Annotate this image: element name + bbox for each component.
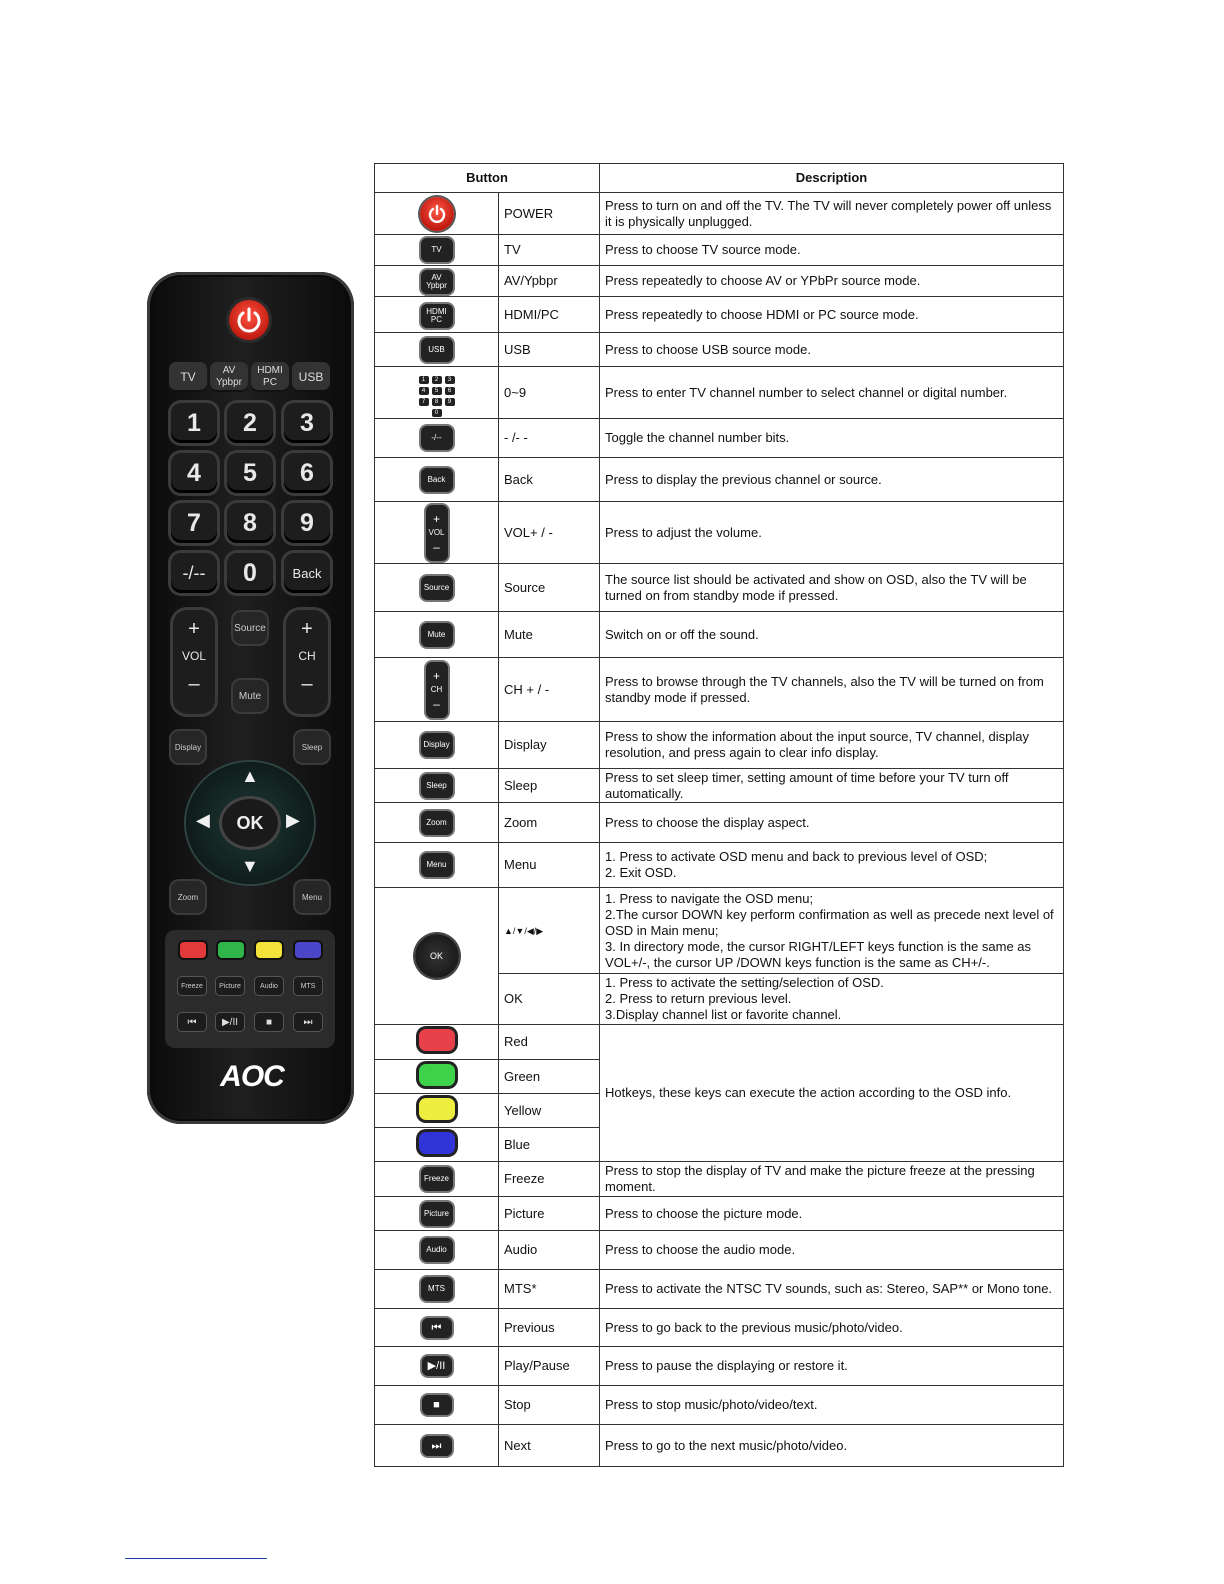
remote-mts-key: MTS: [294, 977, 322, 995]
remote-control-illustration: [147, 272, 354, 1124]
button-description: Press to browse through the TV channels, also the TV will be turned on from standby mode if pressed.: [600, 658, 1064, 722]
button-name: USB: [499, 333, 600, 367]
button-description: Press to turn on and off the TV. The TV will never completely power off unless it is physically unplugged.: [600, 193, 1064, 235]
remote-zoom-key: Zoom: [171, 881, 205, 913]
remote-vol-rocker: + VOL –: [173, 610, 215, 714]
table-row: [375, 1386, 1064, 1425]
button-name: POWER: [499, 193, 600, 235]
remote-picture-key: Picture: [216, 977, 244, 995]
table-row: [375, 1231, 1064, 1270]
table-row: [375, 266, 1064, 297]
back-key-icon: Back: [421, 468, 453, 492]
remote-freeze-key: Freeze: [178, 977, 206, 995]
button-icon-cell: [375, 722, 499, 769]
button-icon-cell: [375, 1270, 499, 1309]
button-name: TV: [499, 235, 600, 266]
button-name: 0~9: [499, 367, 600, 419]
remote-audio-key: Audio: [255, 977, 283, 995]
remote-hdmi-key: HDMI PC: [251, 362, 289, 392]
button-name: Zoom: [499, 803, 600, 843]
rocker-label: CH: [430, 684, 443, 694]
button-icon-cell: [375, 1386, 499, 1425]
remote-key-6: 6: [284, 453, 330, 493]
--key-icon: ⏮: [422, 1318, 452, 1338]
button-description: Toggle the channel number bits.: [600, 419, 1064, 458]
button-icon-cell: [375, 1231, 499, 1270]
button-icon-cell: [375, 564, 499, 612]
rocker-label: VOL: [428, 527, 445, 537]
button-icon-cell: [375, 1094, 499, 1128]
table-row: [375, 1025, 1064, 1060]
button-description: Press to choose USB source mode.: [600, 333, 1064, 367]
remote-key-5: 5: [227, 453, 273, 493]
header-button: Button: [375, 164, 600, 193]
remote-usb-key: USB: [292, 362, 330, 392]
red-key-icon: [419, 1029, 455, 1051]
button-name: MTS*: [499, 1270, 600, 1309]
button-icon-cell: [375, 658, 499, 722]
table-row: [375, 367, 1064, 419]
button-name: Blue: [499, 1128, 600, 1162]
remote-key-3: 3: [284, 403, 330, 443]
table-row: [375, 419, 1064, 458]
table-row: [375, 1425, 1064, 1467]
table-row: [375, 502, 1064, 564]
remote-key-9: 9: [284, 503, 330, 543]
vol-rocker-icon: + VOL –: [426, 505, 448, 561]
button-description: Press to stop the display of TV and make the picture freeze at the pressing moment.: [600, 1162, 1064, 1197]
button-description: Press to enter TV channel number to select channel or digital number.: [600, 367, 1064, 419]
menu-key-icon: Menu: [421, 853, 453, 877]
remote-sleep-key: Sleep: [295, 731, 329, 763]
button-description: 1. Press to activate OSD menu and back to previous level of OSD; 2. Exit OSD.: [600, 843, 1064, 888]
button-description: 1. Press to activate the setting/selection of OSD. 2. Press to return previous level. 3.Display channel list or favorite channel.: [600, 974, 1064, 1025]
button-icon-cell: [375, 1197, 499, 1231]
arrow-up-icon: ▲: [241, 766, 259, 786]
table-row: [375, 843, 1064, 888]
header-description: Description: [600, 164, 1064, 193]
button-name: CH + / -: [499, 658, 600, 722]
button-description-table: [374, 163, 1064, 1467]
power-icon: [420, 197, 454, 231]
green-key-icon: [419, 1064, 455, 1086]
play-pause-icon: ▶/II: [216, 1013, 244, 1031]
button-icon-cell: [375, 297, 499, 333]
button-name: Sleep: [499, 769, 600, 803]
table-row: [375, 1197, 1064, 1231]
navigation-pad-icon: OK: [415, 934, 459, 978]
button-icon-cell: [375, 1128, 499, 1162]
table-row: [375, 1270, 1064, 1309]
button-description: Press to pause the displaying or restore it.: [600, 1347, 1064, 1386]
button-description: Press repeatedly to choose HDMI or PC source mode.: [600, 297, 1064, 333]
button-description: Press to choose the audio mode.: [600, 1231, 1064, 1270]
--key-icon: -/--: [421, 426, 453, 450]
button-name: Mute: [499, 612, 600, 658]
button-name: Source: [499, 564, 600, 612]
button-name: ▲/▼/◀/▶: [499, 888, 600, 974]
arrow-down-icon: ▼: [241, 856, 259, 876]
sleep-key-icon: Sleep: [421, 774, 453, 798]
button-icon-cell: [375, 1347, 499, 1386]
button-icon-cell: [375, 769, 499, 803]
button-icon-cell: [375, 235, 499, 266]
table-row: [375, 1309, 1064, 1347]
--key-icon: ⏭: [422, 1436, 452, 1456]
button-description: The source list should be activated and show on OSD, also the TV will be turned on from standby mode if pressed.: [600, 564, 1064, 612]
button-description: Press to go back to the previous music/photo/video.: [600, 1309, 1064, 1347]
remote-yellow-key: [256, 942, 282, 958]
table-row: [375, 1162, 1064, 1197]
remote-key-back: Back: [284, 553, 330, 593]
display-key-icon: Display: [421, 733, 453, 757]
blue-key-icon: [419, 1132, 455, 1154]
table-row: [375, 769, 1064, 803]
previous-icon: ⏮: [178, 1013, 206, 1031]
freeze-key-icon: Freeze: [421, 1167, 453, 1191]
button-description: 1. Press to navigate the OSD menu; 2.The cursor DOWN key perform confirmation as well as precede next level of OSD in Main menu; 3. In directory mode, the cursor RIGHT/LEFT keys function is the same as VOL+/-, the cursor UP /DOWN keys function is the same as CH+/-.: [600, 888, 1064, 974]
button-icon-cell: [375, 266, 499, 297]
remote-source-key: Source: [233, 612, 267, 644]
button-name: Back: [499, 458, 600, 502]
arrow-left-icon: ◀: [196, 810, 210, 830]
button-name: AV/Ypbpr: [499, 266, 600, 297]
stop-icon: ■: [255, 1013, 283, 1031]
button-name: VOL+ / -: [499, 502, 600, 564]
button-name: Freeze: [499, 1162, 600, 1197]
button-name: Display: [499, 722, 600, 769]
button-icon-cell: [375, 1309, 499, 1347]
zoom-key-icon: Zoom: [421, 811, 453, 835]
table-row: [375, 1347, 1064, 1386]
button-icon-cell: [375, 1162, 499, 1197]
button-name: Previous: [499, 1309, 600, 1347]
button-icon-cell: [375, 803, 499, 843]
button-name: Green: [499, 1060, 600, 1094]
button-description: Press to choose the display aspect.: [600, 803, 1064, 843]
remote-vol-label: VOL: [181, 649, 206, 663]
remote-red-key: [180, 942, 206, 958]
button-name: Next: [499, 1425, 600, 1467]
button-icon-cell: [375, 367, 499, 419]
button-name: Play/Pause: [499, 1347, 600, 1386]
remote-ch-rocker: + CH –: [286, 610, 328, 714]
-ii-key-icon: ▶/II: [422, 1356, 452, 1376]
remote-mute-key: Mute: [233, 680, 267, 712]
button-icon-cell: [375, 888, 499, 1025]
table-header-row: [375, 164, 1064, 193]
button-icon-cell: [375, 419, 499, 458]
button-name: Audio: [499, 1231, 600, 1270]
hdmi-pc-key-icon: HDMI PC: [421, 304, 453, 328]
arrow-right-icon: ▶: [286, 810, 300, 830]
button-icon-cell: [375, 843, 499, 888]
button-icon-cell: [375, 612, 499, 658]
button-icon-cell: [375, 1025, 499, 1060]
table-row: [375, 235, 1064, 266]
remote-tv-key: TV: [169, 362, 207, 392]
remote-blue-key: [295, 942, 321, 958]
button-description: Press to display the previous channel or source.: [600, 458, 1064, 502]
button-description: Press to go to the next music/photo/video.: [600, 1425, 1064, 1467]
button-description: Press to stop music/photo/video/text.: [600, 1386, 1064, 1425]
remote-key-4: 4: [171, 453, 217, 493]
number-keypad-icon: 1 2 3 4 5 6 7 8 9 0: [419, 376, 455, 417]
mute-key-icon: Mute: [421, 623, 453, 647]
button-description: Press to choose the picture mode.: [600, 1197, 1064, 1231]
button-name: HDMI/PC: [499, 297, 600, 333]
table-row: [375, 722, 1064, 769]
table-row: [375, 803, 1064, 843]
picture-key-icon: Picture: [421, 1202, 453, 1226]
usb-key-icon: USB: [421, 338, 453, 362]
remote-key-7: 7: [171, 503, 217, 543]
remote-key-dash: -/--: [171, 553, 217, 593]
table-row: [375, 333, 1064, 367]
remote-key-1: 1: [171, 403, 217, 443]
table-row: [375, 458, 1064, 502]
table-row: [375, 888, 1064, 974]
remote-ok-key: OK: [222, 799, 278, 847]
power-icon: [229, 300, 269, 340]
remote-key-8: 8: [227, 503, 273, 543]
button-description: Press to activate the NTSC TV sounds, such as: Stereo, SAP** or Mono tone.: [600, 1270, 1064, 1309]
button-icon-cell: [375, 502, 499, 564]
table-row: [375, 193, 1064, 235]
remote-green-key: [218, 942, 244, 958]
tv-key-icon: TV: [421, 238, 453, 262]
footnote-separator: [125, 1558, 267, 1559]
remote-key-2: 2: [227, 403, 273, 443]
remote-key-0: 0: [227, 553, 273, 593]
remote-display-key: Display: [171, 731, 205, 763]
--key-icon: ■: [422, 1395, 452, 1415]
button-name: Red: [499, 1025, 600, 1060]
source-key-icon: Source: [421, 576, 453, 600]
button-name: Yellow: [499, 1094, 600, 1128]
button-description: Press to set sleep timer, setting amount of time before your TV turn off automatically.: [600, 769, 1064, 803]
button-icon-cell: [375, 1060, 499, 1094]
button-name: Menu: [499, 843, 600, 888]
button-description: Hotkeys, these keys can execute the action according to the OSD info.: [600, 1025, 1064, 1162]
button-icon-cell: [375, 193, 499, 235]
button-description: Press to show the information about the input source, TV channel, display resolution, and press again to clear info display.: [600, 722, 1064, 769]
button-name: OK: [499, 974, 600, 1025]
button-icon-cell: [375, 458, 499, 502]
table-row: [375, 297, 1064, 333]
next-icon: ⏭: [294, 1013, 322, 1031]
remote-ch-label: CH: [298, 649, 316, 663]
ch-rocker-icon: + CH –: [426, 662, 448, 718]
button-description: Press repeatedly to choose AV or YPbPr source mode.: [600, 266, 1064, 297]
mts-key-icon: MTS: [421, 1277, 453, 1301]
av-ypbpr-key-icon: AV Ypbpr: [421, 270, 453, 294]
remote-av-key: AV Ypbpr: [210, 362, 248, 392]
button-name: - /- -: [499, 419, 600, 458]
aoc-logo: AOC: [220, 1060, 284, 1093]
button-name: Stop: [499, 1386, 600, 1425]
button-icon-cell: [375, 333, 499, 367]
table-row: [375, 564, 1064, 612]
button-icon-cell: [375, 1425, 499, 1467]
button-description: Press to adjust the volume.: [600, 502, 1064, 564]
table-row: [375, 612, 1064, 658]
button-description: Switch on or off the sound.: [600, 612, 1064, 658]
button-description: Press to choose TV source mode.: [600, 235, 1064, 266]
remote-menu-key: Menu: [295, 881, 329, 913]
table-row: [375, 658, 1064, 722]
button-name: Picture: [499, 1197, 600, 1231]
audio-key-icon: Audio: [421, 1238, 453, 1262]
yellow-key-icon: [419, 1098, 455, 1120]
